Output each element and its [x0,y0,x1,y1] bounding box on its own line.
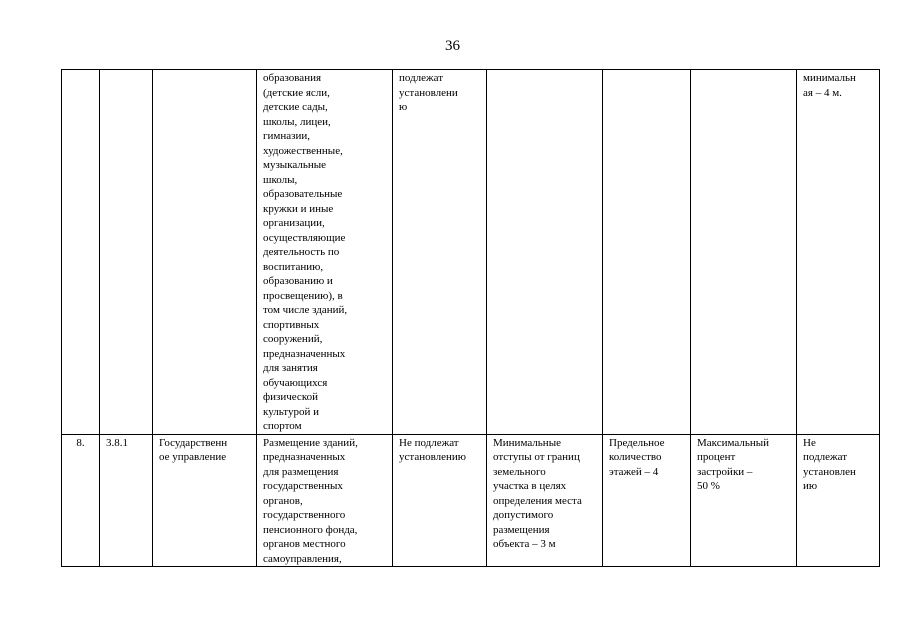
floors-limit-cell [603,70,691,435]
use-description-cell: образования (детские ясли, детские сады, школы, лицеи, гимназии, художественные, музыкальные школы, образовательные кружки и иные организации, осуществляющие деятельность по воспитанию, образованию и просвещению), в том числе зданий, спортивных сооружений, предназначенных для занятия обучающихся физической культурой и спортом [257,70,393,435]
coverage-percent-cell: Максимальный процент застройки – 50 % [691,434,797,567]
use-name-cell [153,70,257,435]
coverage-percent-cell [691,70,797,435]
row-number-cell: 8. [62,434,100,567]
row-number-cell [62,70,100,435]
use-description-cell: Размещение зданий, предназначенных для размещения государственных органов, государственного пенсионного фонда, органов местного самоуправления, [257,434,393,567]
other-params-cell: Не подлежат установлен ию [797,434,880,567]
plot-size-cell: подлежат установлени ю [393,70,487,435]
use-name-cell: Государственн ое управление [153,434,257,567]
page-number: 36 [445,38,460,54]
table-row [62,434,880,567]
setback-cell: Минимальные отступы от границ земельного участка в целях определения места допустимого размещения объекта – 3 м [487,434,603,567]
table-row [62,70,880,435]
use-code-cell [100,70,153,435]
setback-cell [487,70,603,435]
use-code-cell: 3.8.1 [100,434,153,567]
floors-limit-cell: Предельное количество этажей – 4 [603,434,691,567]
plot-size-cell: Не подлежат установлению [393,434,487,567]
zoning-regulations-table [61,69,880,567]
other-params-cell: минимальн ая – 4 м. [797,70,880,435]
